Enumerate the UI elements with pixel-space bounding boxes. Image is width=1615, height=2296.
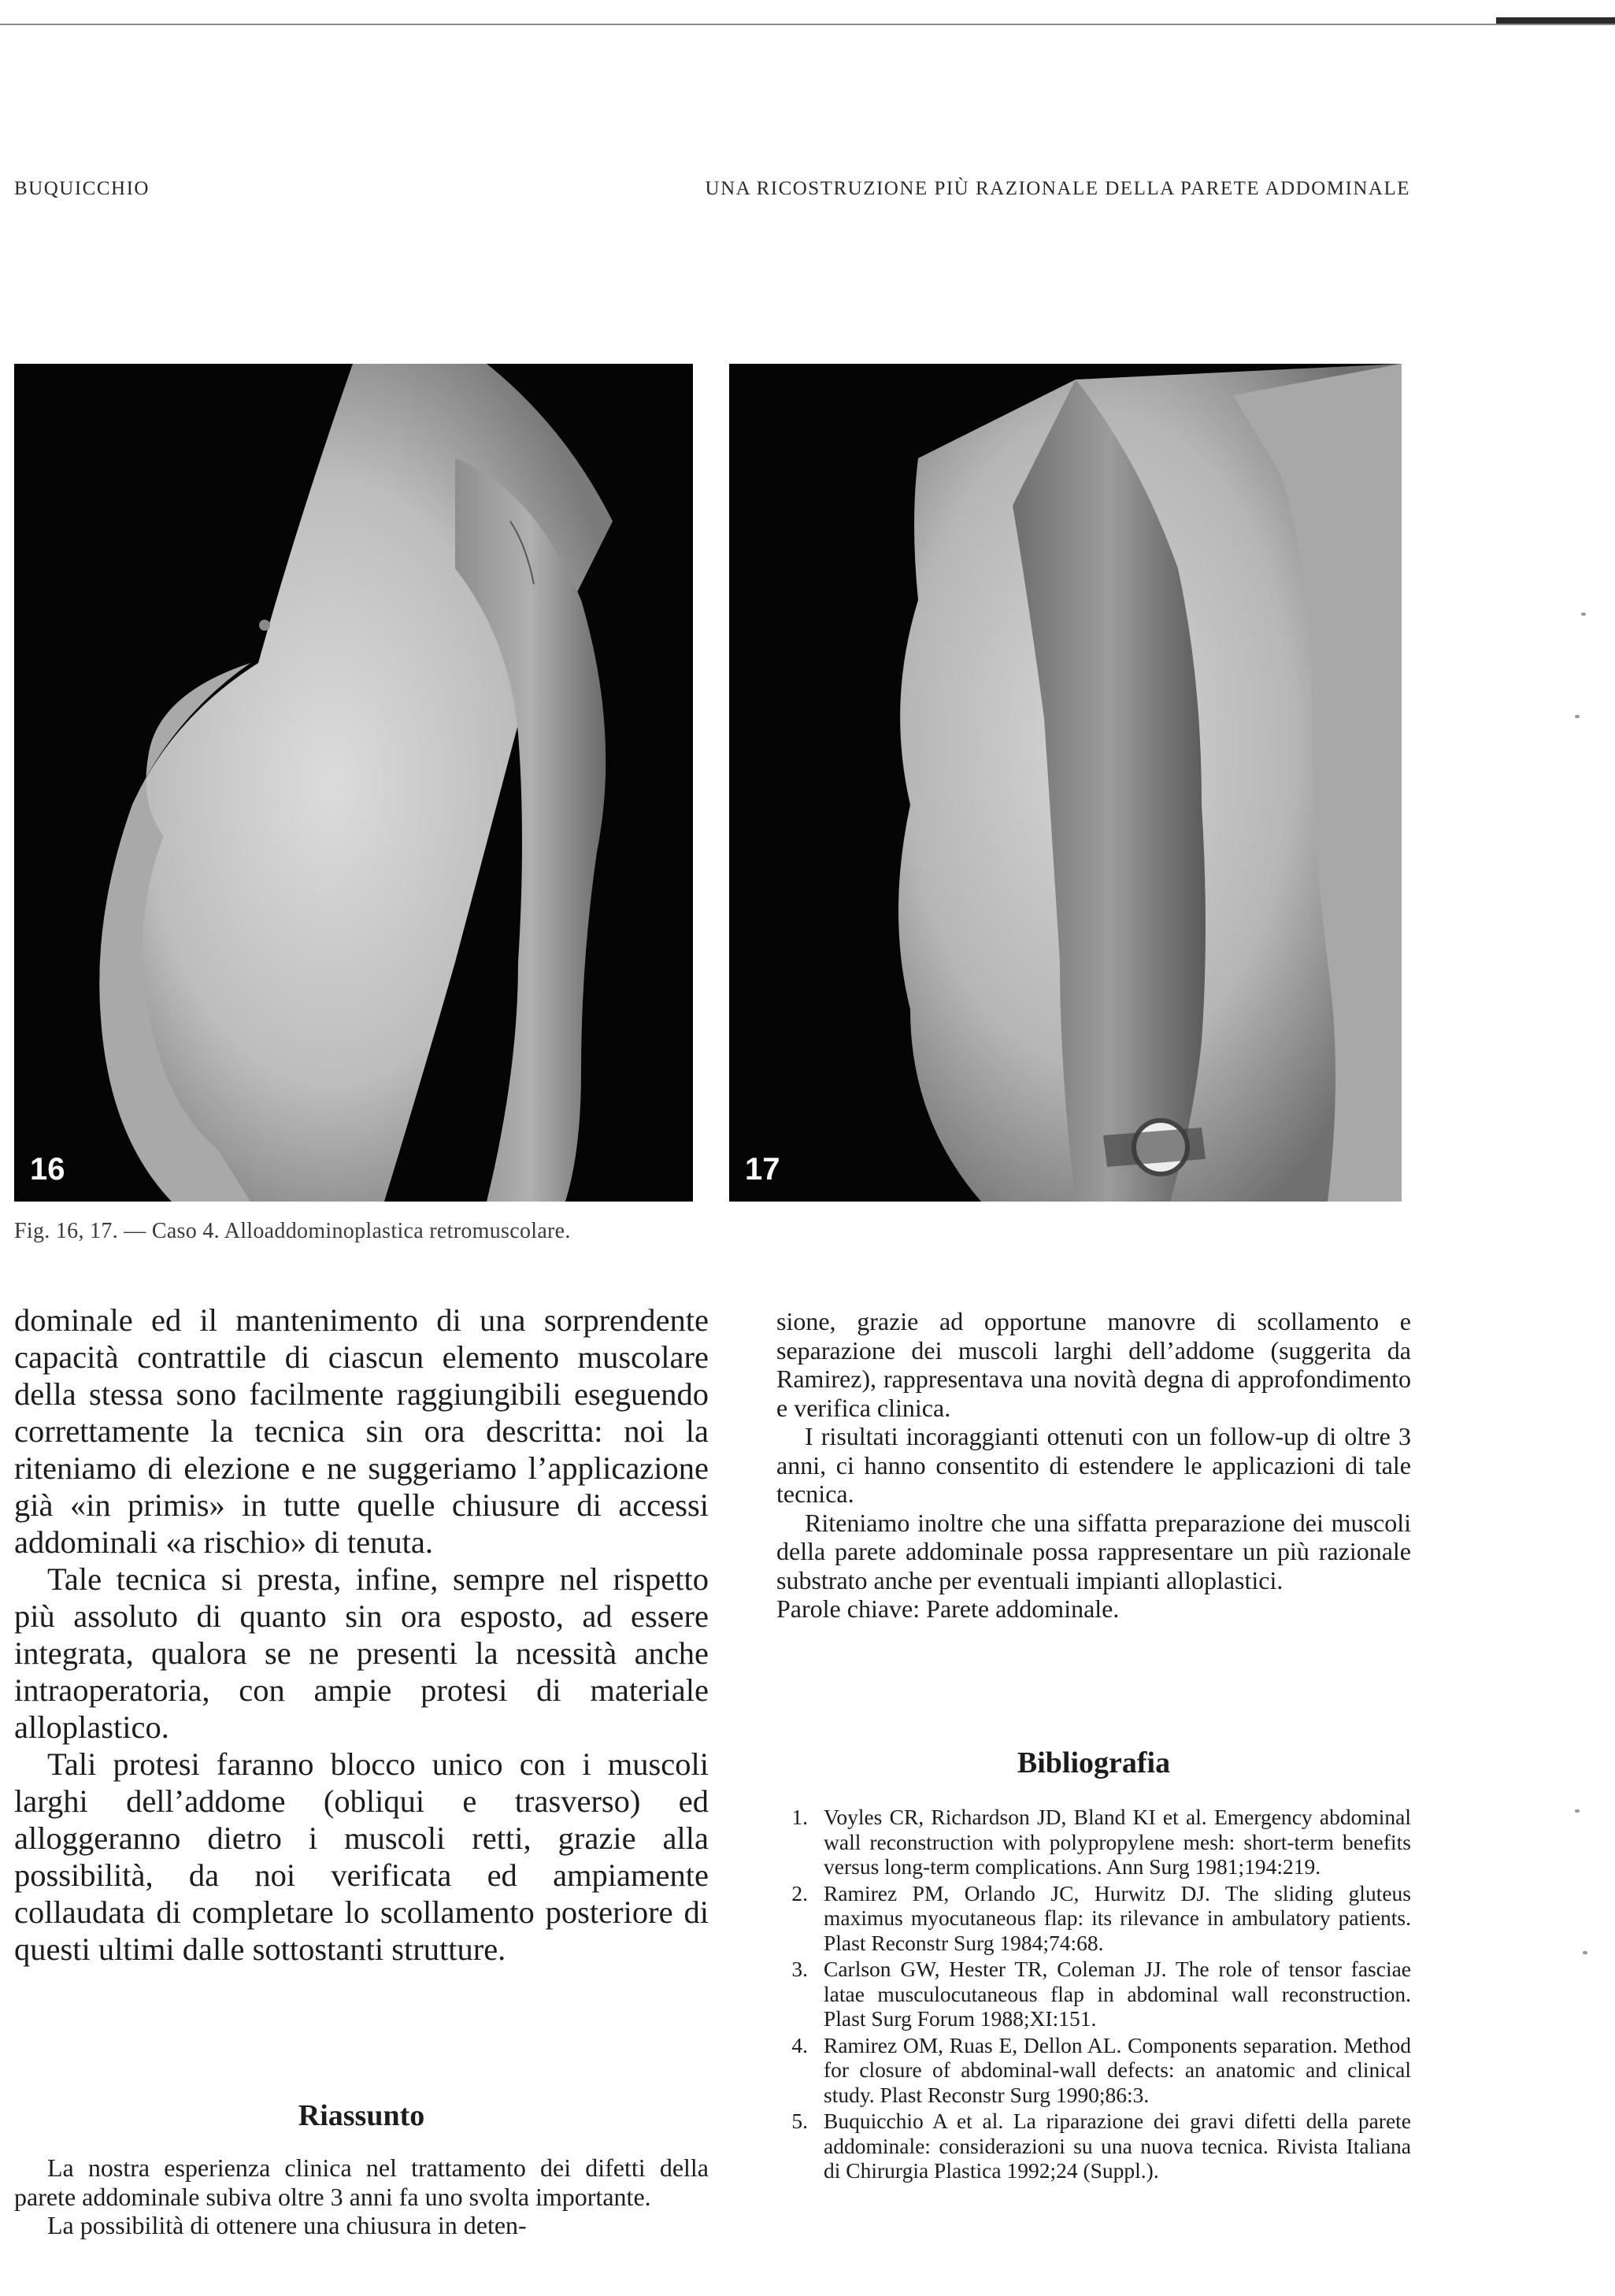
bibliography-entry [776, 1957, 1411, 2031]
keywords-line: Parole chiave: Parete addominale. [776, 1594, 1120, 1623]
riassunto-body [14, 2153, 709, 2240]
figure-17-number: 17 [745, 1152, 780, 1187]
figure-17-photo [729, 364, 1402, 1202]
running-head-title: UNA RICOSTRUZIONE PIÙ RAZIONALE DELLA PARETE ADDOMINALE [705, 178, 1410, 199]
scan-speck [1575, 1809, 1580, 1813]
entry-text: Voyles CR, Richardson JD, Bland KI et al. Emergency abdominal wall reconstruction with polypropylene mesh: short-term benefits versus long-term complications. Ann Surg 1981;194:219. [824, 1805, 1411, 1879]
entry-number: 4. [791, 2032, 808, 2057]
body-paragraph: Riteniamo inoltre che una siffatta preparazione dei muscoli della parete addominale possa rappresentare un più razionale substrato anche per eventuali impianti alloplastici. [776, 1508, 1411, 1594]
figure-16-image [14, 364, 693, 1202]
bibliography-entry [776, 1881, 1411, 1956]
body-paragraph: Tali protesi faranno blocco unico con i muscoli larghi dell’addome (obliqui e trasverso) ed alloggeranno dietro i muscoli retti, grazie alla possibilità, da noi verificata ed ampiamente collaudata di completare lo scollamento posteriore di questi ultimi dalle sottostanti strutture. [14, 1746, 709, 1967]
scan-speck [1583, 1951, 1587, 1954]
scan-speck [1575, 715, 1580, 718]
entry-number: 2. [791, 1880, 808, 1905]
left-column-body [14, 1302, 709, 1968]
body-paragraph: dominale ed il mantenimento di una sorprendente capacità contrattile di ciascun elemento muscolare della stessa sono facilmente raggiungibili eseguendo correttamente la tecnica sin ora descritta: noi la riteniamo di elezione e ne suggeriamo l’applicazione già «in primis» in tutte quelle chiusure di accessi addominali «a rischio» di tenuta. [14, 1302, 709, 1560]
bibliography-entry [776, 2109, 1411, 2183]
body-paragraph: I risultati incoraggianti ottenuti con un follow-up di oltre 3 anni, ci hanno consentito di estendere le applicazioni di tale tecnica. [776, 1422, 1411, 1508]
right-column-body [776, 1307, 1411, 1624]
entry-text: Carlson GW, Hester TR, Coleman JJ. The role of tensor fasciae latae musculocutaneous flap in abdominal wall reconstruction. Plast Surg Forum 1988;XI:151. [824, 1957, 1411, 2031]
entry-number: 5. [791, 2109, 808, 2133]
riassunto-paragraph: La possibilità di ottenere una chiusura in deten- [47, 2211, 527, 2239]
scan-edge-line [0, 24, 1615, 25]
riassunto-paragraph: La nostra esperienza clinica nel trattamento dei difetti della parete addominale subiva oltre 3 anni fa uno svolta importante. [14, 2153, 709, 2211]
bibliografia-heading: Bibliografia [1017, 1746, 1171, 1779]
scan-speck [1581, 613, 1586, 616]
body-paragraph: sione, grazie ad opportune manovre di scollamento e separazione dei muscoli larghi dell’addome (suggerita da Ramirez), rappresentava una novità degna di approfondimento e verifica clinica. [776, 1307, 1411, 1422]
entry-text: Ramirez OM, Ruas E, Dellon AL. Components separation. Method for closure of abdominal-wall defects: an anatomic and clinical study. Plast Reconstr Surg 1990;86:3. [824, 2032, 1411, 2107]
figure-16-photo [14, 364, 693, 1202]
figure-17-image [729, 364, 1402, 1202]
scan-edge-mark [1496, 17, 1615, 24]
entry-number: 1. [791, 1805, 808, 1829]
bibliography-entry [776, 2033, 1411, 2108]
entry-number: 3. [791, 1957, 808, 1981]
bibliography-entry [776, 1805, 1411, 1879]
entry-text: Buquicchio A et al. La riparazione dei gravi difetti della parete addominale: considerazioni su una nuova tecnica. Rivista Italiana di Chirurgia Plastica 1992;24 (Suppl.). [824, 2109, 1411, 2183]
body-paragraph: Tale tecnica si presta, infine, sempre nel rispetto più assoluto di quanto sin ora esposto, ad essere integrata, qualora se ne presenti la ncessità anche intraoperatoria, con ampie protesi di materiale alloplastico. [14, 1561, 709, 1745]
riassunto-heading: Riassunto [298, 2099, 425, 2132]
figure-caption: Fig. 16, 17. — Caso 4. Alloaddominoplastica retromuscolare. [14, 1219, 571, 1243]
running-head-author: BUQUICCHIO [14, 178, 150, 199]
bibliography-list [776, 1805, 1411, 2185]
entry-text: Ramirez PM, Orlando JC, Hurwitz DJ. The sliding gluteus maximus myocutaneous flap: its rilevance in ambulatory patients. Plast Reconstr Surg 1984;74:68. [824, 1880, 1411, 1955]
figure-16-number: 16 [30, 1152, 65, 1187]
